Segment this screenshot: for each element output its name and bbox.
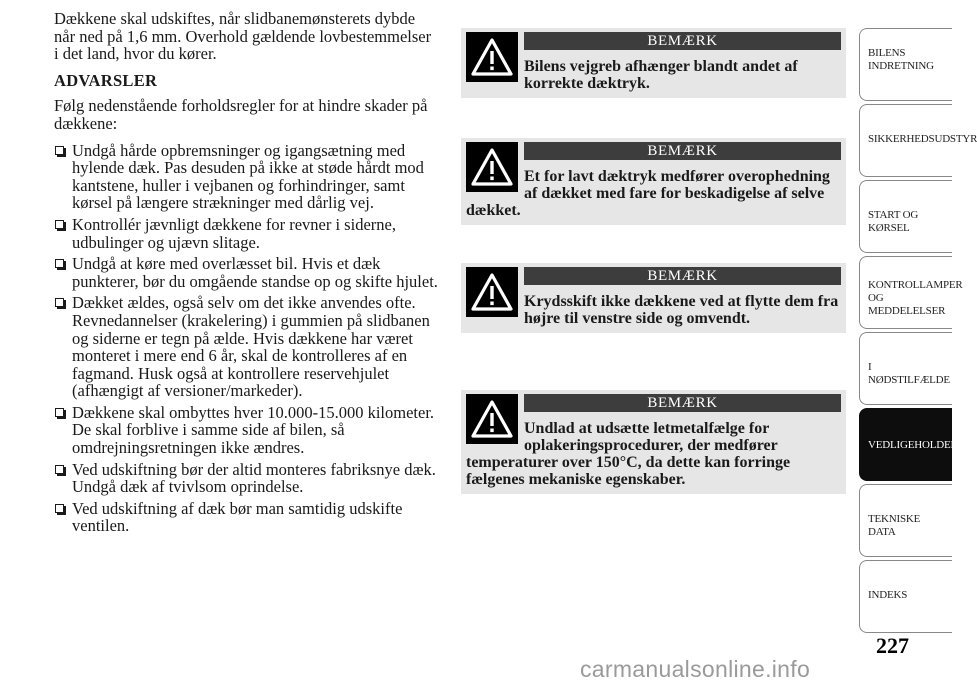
list-item: Ved udskiftning af dæk bør man samtidig udskifte ventilen.	[54, 500, 438, 535]
list-item: Undgå at køre med overlæsset bil. Hvis et dæk punkterer, bør du omgående standse op og skifte hjulet.	[54, 255, 438, 290]
warnings-heading: ADVARSLER	[54, 70, 158, 90]
page-number: 227	[876, 633, 909, 658]
main-text-column	[54, 10, 438, 539]
note-text: Bilens vejgreb afhænger blandt andet af korrekte dæktryk.	[524, 58, 798, 92]
tab-kontrollamper[interactable]: KONTROLLAMPER OG MEDDELELSER	[859, 256, 952, 329]
checkbox-bullet-icon	[55, 146, 64, 155]
tab-bilens-indretning[interactable]: BILENS INDRETNING	[859, 28, 952, 101]
intro-paragraph: Dækkene skal udskiftes, når slidbanemønsterets dybde når ned på 1,6 mm. Overhold gældende lovbestemmelser i det land, hvor du kører.	[54, 9, 432, 64]
tab-indeks[interactable]: INDEKS	[859, 560, 952, 633]
note-title: BEMÆRK	[524, 142, 841, 160]
note-box	[461, 138, 846, 225]
tab-sikkerhedsudstyr[interactable]: SIKKERHEDSUDSTYR	[859, 104, 952, 177]
tab-vedligeholdelse[interactable]: VEDLIGEHOLDELSE	[859, 408, 952, 481]
tab-start-og-korsel[interactable]: START OG KØRSEL	[859, 180, 952, 253]
note-box	[461, 28, 846, 98]
list-item: Ved udskiftning bør der altid monteres fabriksnye dæk. Undgå dæk af tvivlsom oprindelse.	[54, 461, 438, 496]
note-title: BEMÆRK	[524, 267, 841, 285]
tab-tekniske-data[interactable]: TEKNISKE DATA	[859, 484, 952, 557]
note-text: Krydsskift ikke dækkene ved at flytte dem fra højre til venstre side og omvendt.	[524, 293, 839, 327]
list-item: Kontrollér jævnligt dækkene for revner i siderne, udbulinger og ujævn slitage.	[54, 216, 438, 251]
tab-i-nodstilfaelde[interactable]: I NØDSTILFÆLDE	[859, 332, 952, 405]
note-title: BEMÆRK	[524, 394, 841, 412]
warning-triangle-icon	[466, 394, 518, 444]
warning-triangle-icon	[466, 142, 518, 192]
list-item: Dækket ældes, også selv om det ikke anvendes ofte. Revnedannelser (krakelering) i gummien på slidbanen og siderne er tegn på ælde. Hvis dækkene har været monteret i mere end 6 år, skal de kontrolleres af en fagmand. Husk også at kontrollere reservehjulet (afhængigt af versioner/markeder).	[54, 294, 438, 400]
note-text: Undlad at udsætte letmetalfælge for oplakeringsprocedurer, der medfører temperaturer over 150°C, da dette kan forringe fælgenes mekaniske egenskaber.	[466, 420, 791, 488]
watermark: carmanualsonline.info	[580, 656, 811, 682]
note-text: Et for lavt dæktryk medfører overophedning af dækket med fare for beskadigelse af selve dækket.	[466, 168, 830, 219]
note-box	[461, 263, 846, 333]
list-item: Undgå hårde opbremsninger og igangsætning med hylende dæk. Pas desuden på ikke at støde hårdt mod kantstene, huller i vejbanen og forhindringer, samt kørsel på længere strækninger med dårlig vej.	[54, 142, 438, 212]
note-title: BEMÆRK	[524, 32, 841, 50]
checkbox-bullet-icon	[55, 298, 64, 307]
section-tabs	[859, 28, 977, 636]
list-item: Dækkene skal ombyttes hver 10.000-15.000 kilometer. De skal forblive i samme side af bilen, så omdrejningsretningen ikke ændres.	[54, 404, 438, 457]
checkbox-bullet-icon	[55, 408, 64, 417]
checkbox-bullet-icon	[55, 465, 64, 474]
checkbox-bullet-icon	[55, 220, 64, 229]
checkbox-bullet-icon	[55, 259, 64, 268]
warning-triangle-icon	[466, 267, 518, 317]
checkbox-bullet-icon	[55, 504, 64, 513]
lead-paragraph: Følg nedenstående forholdsregler for at hindre skader på dækkene:	[54, 96, 428, 133]
note-box	[461, 390, 846, 494]
warning-triangle-icon	[466, 32, 518, 82]
warnings-list	[54, 142, 438, 535]
